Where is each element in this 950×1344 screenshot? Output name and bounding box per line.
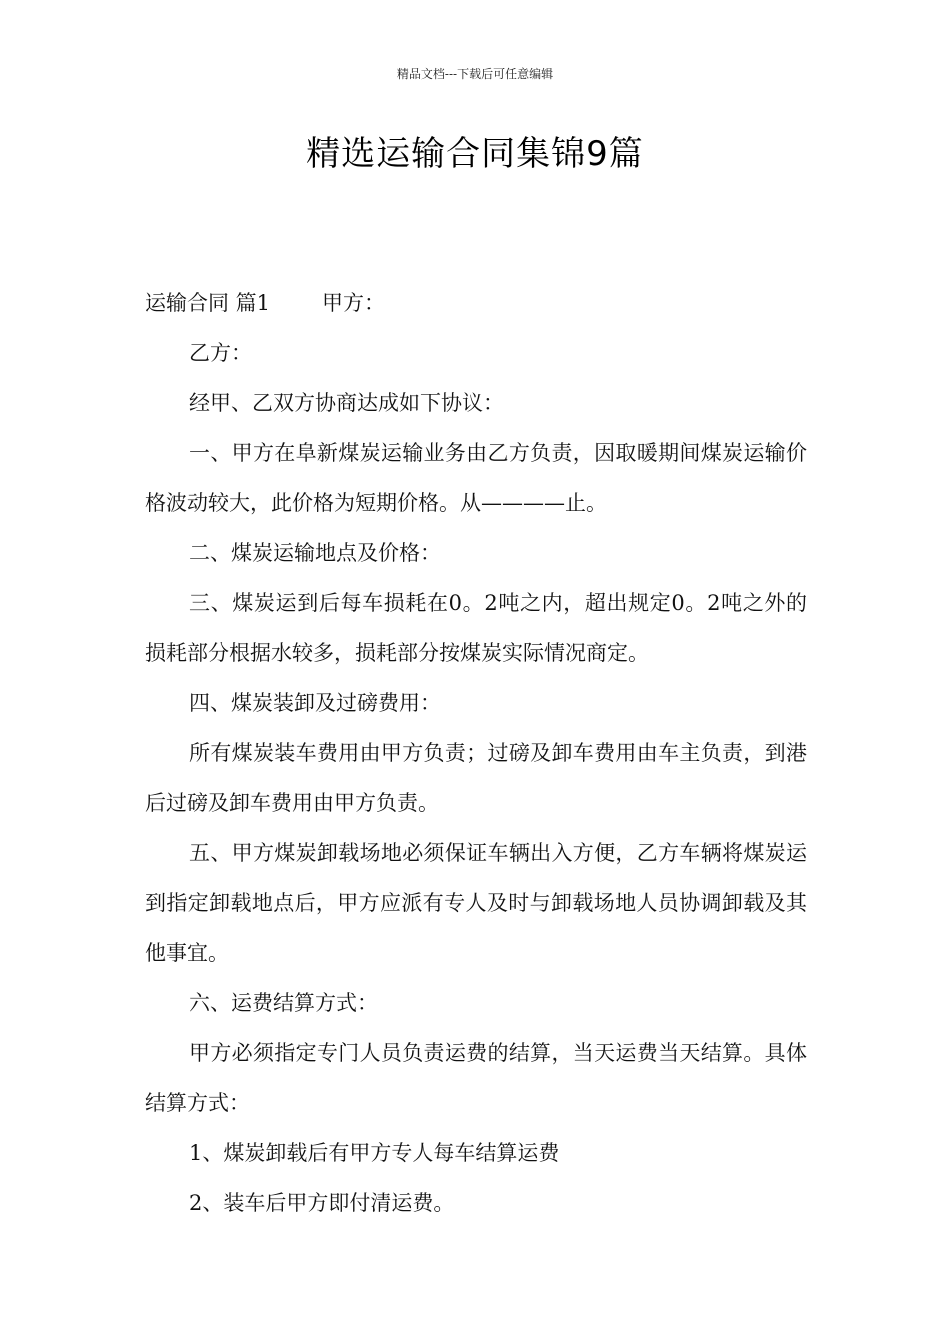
paragraph-clause-5: 五、甲方煤炭卸载场地必须保证车辆出入方便，乙方车辆将煤炭运到指定卸载地点后，甲方应派有专人及时与卸载场地人员协调卸载及其他事宜。 xyxy=(145,841,807,965)
section-heading: 运输合同 篇1 xyxy=(145,291,271,315)
paragraph-clause-2: 二、煤炭运输地点及价格： xyxy=(189,541,441,565)
paragraph-party-b: 乙方： xyxy=(189,341,252,365)
paragraph-clause-3: 三、煤炭运到后每车损耗在0。2吨之内，超出规定0。2吨之外的损耗部分根据水较多，损耗部分按煤炭实际情况商定。 xyxy=(145,591,807,665)
paragraph-clause-1: 一、甲方在阜新煤炭运输业务由乙方负责，因取暖期间煤炭运输价格波动较大，此价格为短期价格。从————止。 xyxy=(145,441,807,515)
paragraph-clause-6-detail: 甲方必须指定专门人员负责运费的结算，当天运费当天结算。具体结算方式： xyxy=(145,1041,807,1115)
paragraph-clause-4-detail: 所有煤炭装车费用由甲方负责；过磅及卸车费用由车主负责，到港后过磅及卸车费用由甲方负责。 xyxy=(145,741,807,815)
paragraph-settlement-1: 1、煤炭卸载后有甲方专人每车结算运费 xyxy=(189,1141,560,1165)
header-note: 精品文档---下载后可任意编辑 xyxy=(396,67,554,81)
paragraph-settlement-2: 2、装车后甲方即付清运费。 xyxy=(189,1191,455,1215)
paragraph-clause-6: 六、运费结算方式： xyxy=(189,991,378,1015)
document-body xyxy=(145,278,807,1228)
document-title: 精选运输合同集锦9篇 xyxy=(306,134,644,174)
party-a-label: 甲方： xyxy=(322,291,386,315)
paragraph-agreement-intro: 经甲、乙双方协商达成如下协议： xyxy=(189,391,504,415)
paragraph-clause-4: 四、煤炭装卸及过磅费用： xyxy=(189,691,441,715)
first-line xyxy=(145,278,807,328)
